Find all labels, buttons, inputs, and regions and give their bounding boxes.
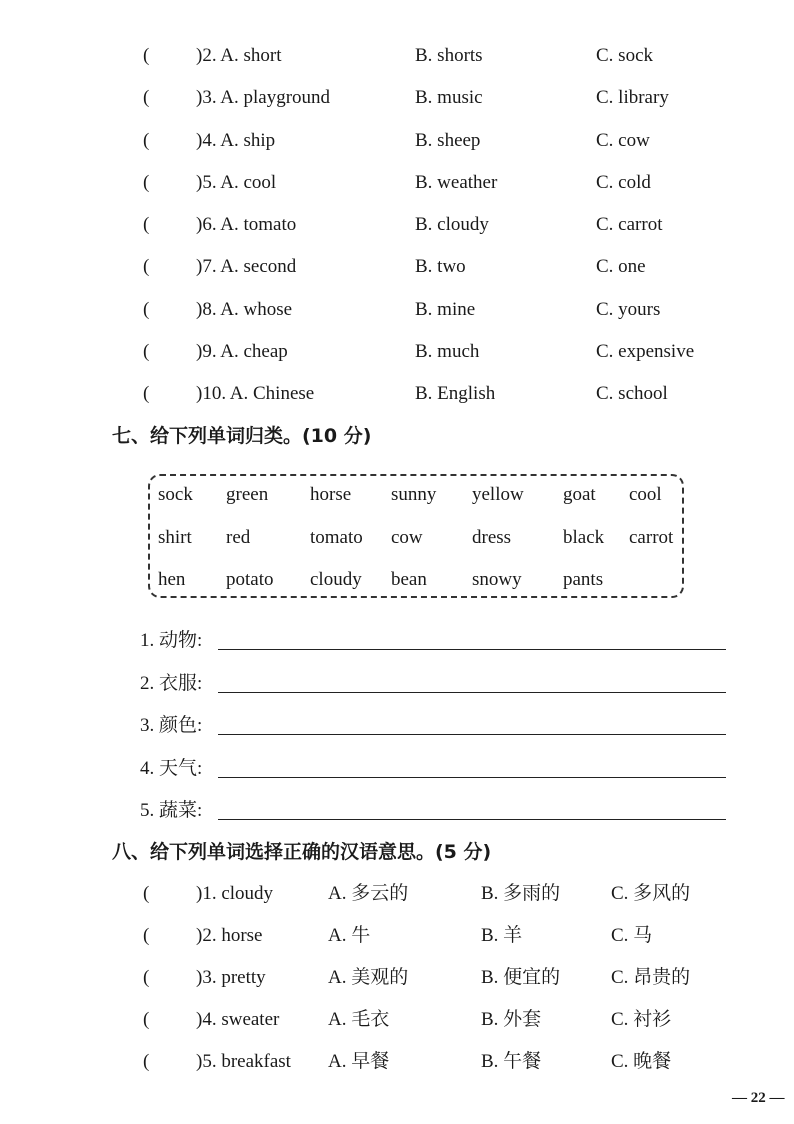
- answer-paren[interactable]: (: [143, 883, 150, 904]
- question-row: [0, 253, 794, 281]
- question-number-option-a: )4. A. ship: [196, 130, 276, 151]
- option-b: B. music: [415, 87, 483, 108]
- question-row: [0, 964, 794, 992]
- answer-paren[interactable]: (: [143, 172, 150, 193]
- option-c: C. 衬衫: [611, 1009, 672, 1030]
- category-label: 1. 动物:: [140, 630, 203, 651]
- option-a: A. 多云的: [328, 883, 409, 904]
- question-number-option-a: )8. A. whose: [196, 299, 293, 320]
- answer-paren[interactable]: (: [143, 87, 150, 108]
- word-item: cool: [629, 484, 662, 505]
- question-number-option-a: )7. A. second: [196, 256, 297, 277]
- word-item: potato: [226, 569, 274, 590]
- option-b: B. mine: [415, 299, 476, 320]
- answer-line[interactable]: [218, 819, 726, 820]
- question-row: [0, 169, 794, 197]
- answer-paren[interactable]: (: [143, 1009, 150, 1030]
- option-c: C. 马: [611, 925, 653, 946]
- question-row: [0, 880, 794, 908]
- answer-paren[interactable]: (: [143, 45, 150, 66]
- category-row: [140, 752, 730, 782]
- option-c: C. one: [596, 256, 646, 277]
- category-row: [140, 624, 730, 654]
- answer-line[interactable]: [218, 649, 726, 650]
- question-row: [0, 380, 794, 408]
- word-item: sock: [158, 484, 193, 505]
- section-8-title: 八、给下列单词选择正确的汉语意思。(5 分): [112, 841, 492, 863]
- option-b: B. 午餐: [481, 1051, 542, 1072]
- word-item: dress: [472, 527, 512, 548]
- question-number-option-a: )9. A. cheap: [196, 341, 288, 362]
- answer-paren[interactable]: (: [143, 256, 150, 277]
- question-row: [0, 922, 794, 950]
- word-item: horse: [310, 484, 352, 505]
- word-item: carrot: [629, 527, 674, 548]
- question-word: )5. breakfast: [196, 1051, 291, 1072]
- category-label: 4. 天气:: [140, 758, 203, 779]
- option-c: C. 多风的: [611, 883, 691, 904]
- answer-paren[interactable]: (: [143, 1051, 150, 1072]
- word-item: snowy: [472, 569, 522, 590]
- category-label: 3. 颜色:: [140, 715, 203, 736]
- option-b: B. English: [415, 383, 496, 404]
- option-b: B. 多雨的: [481, 883, 561, 904]
- category-label: 5. 蔬菜:: [140, 800, 203, 821]
- option-c: C. cow: [596, 130, 650, 151]
- word-item: bean: [391, 569, 427, 590]
- question-row: [0, 211, 794, 239]
- question-row: [0, 84, 794, 112]
- question-word: )4. sweater: [196, 1009, 280, 1030]
- category-row: [140, 667, 730, 697]
- option-c: C. cold: [596, 172, 651, 193]
- question-row: [0, 296, 794, 324]
- question-word: )1. cloudy: [196, 883, 274, 904]
- question-number-option-a: )2. A. short: [196, 45, 282, 66]
- option-b: B. shorts: [415, 45, 483, 66]
- category-row: [140, 794, 730, 824]
- question-row: [0, 338, 794, 366]
- question-number-option-a: )5. A. cool: [196, 172, 277, 193]
- option-b: B. 外套: [481, 1009, 542, 1030]
- option-c: C. yours: [596, 299, 661, 320]
- word-item: red: [226, 527, 251, 548]
- option-b: B. two: [415, 256, 466, 277]
- question-word: )2. horse: [196, 925, 263, 946]
- option-b: B. cloudy: [415, 214, 489, 235]
- option-a: A. 早餐: [328, 1051, 390, 1072]
- answer-paren[interactable]: (: [143, 383, 150, 404]
- category-label: 2. 衣服:: [140, 673, 203, 694]
- word-item: shirt: [158, 527, 192, 548]
- question-number-option-a: )3. A. playground: [196, 87, 331, 108]
- answer-line[interactable]: [218, 734, 726, 735]
- option-b: B. 羊: [481, 925, 523, 946]
- answer-paren[interactable]: (: [143, 341, 150, 362]
- question-row: [0, 1048, 794, 1076]
- answer-paren[interactable]: (: [143, 299, 150, 320]
- option-a: A. 牛: [328, 925, 371, 946]
- answer-paren[interactable]: (: [143, 925, 150, 946]
- option-c: C. 昂贵的: [611, 967, 691, 988]
- option-a: A. 毛衣: [328, 1009, 390, 1030]
- question-row: [0, 1006, 794, 1034]
- word-item: hen: [158, 569, 186, 590]
- question-number-option-a: )6. A. tomato: [196, 214, 297, 235]
- word-item: green: [226, 484, 269, 505]
- option-b: B. weather: [415, 172, 498, 193]
- question-row: [0, 42, 794, 70]
- option-b: B. 便宜的: [481, 967, 561, 988]
- word-item: yellow: [472, 484, 524, 505]
- option-b: B. sheep: [415, 130, 481, 151]
- option-c: C. expensive: [596, 341, 695, 362]
- section-7-title: 七、给下列单词归类。(10 分): [112, 425, 372, 447]
- option-c: C. school: [596, 383, 668, 404]
- option-b: B. much: [415, 341, 480, 362]
- page-number: — 22 —: [732, 1090, 785, 1106]
- option-c: C. library: [596, 87, 669, 108]
- word-item: cow: [391, 527, 423, 548]
- question-word: )3. pretty: [196, 967, 266, 988]
- answer-paren[interactable]: (: [143, 130, 150, 151]
- word-item: sunny: [391, 484, 437, 505]
- option-a: A. 美观的: [328, 967, 409, 988]
- answer-paren[interactable]: (: [143, 967, 150, 988]
- word-item: pants: [563, 569, 604, 590]
- answer-paren[interactable]: (: [143, 214, 150, 235]
- option-c: C. carrot: [596, 214, 663, 235]
- option-c: C. 晚餐: [611, 1051, 672, 1072]
- word-item: goat: [563, 484, 596, 505]
- question-row: [0, 127, 794, 155]
- answer-line[interactable]: [218, 777, 726, 778]
- word-item: cloudy: [310, 569, 362, 590]
- question-number-option-a: )10. A. Chinese: [196, 383, 315, 404]
- option-c: C. sock: [596, 45, 653, 66]
- word-item: tomato: [310, 527, 363, 548]
- category-row: [140, 709, 730, 739]
- answer-line[interactable]: [218, 692, 726, 693]
- word-item: black: [563, 527, 605, 548]
